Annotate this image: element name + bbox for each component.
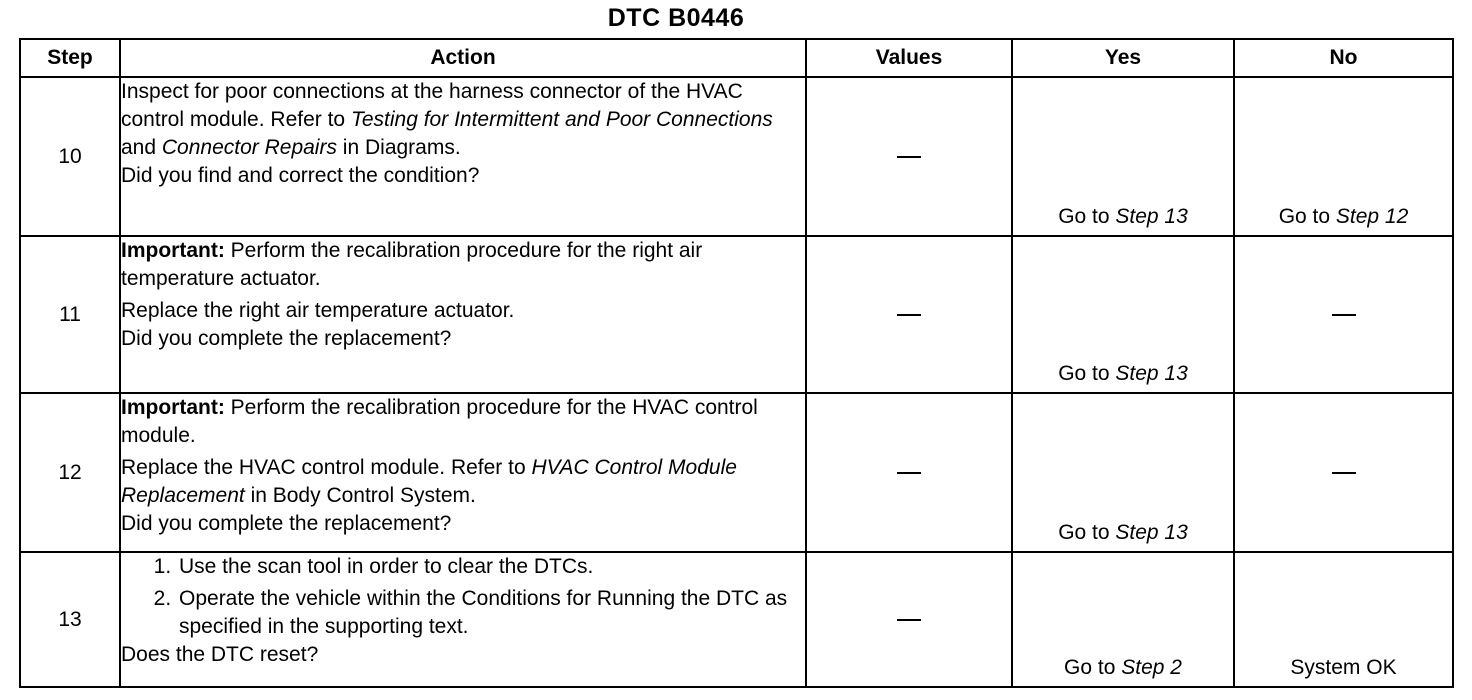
action-question: Did you complete the replacement? — [121, 512, 452, 535]
table-row — [20, 77, 1453, 236]
values-cell — [806, 77, 1012, 236]
no-cell — [1234, 236, 1453, 393]
dash-mark — [1332, 314, 1356, 316]
dash-mark — [897, 314, 921, 316]
reference-link: HVAC Control Module Replacement — [121, 456, 737, 507]
header-values: Values — [806, 39, 1012, 77]
values-cell — [806, 236, 1012, 393]
no-cell — [1234, 552, 1453, 687]
yes-goto: Go to Step 13 — [1058, 205, 1188, 228]
header-action: Action — [120, 39, 806, 77]
header-step: Step — [20, 39, 120, 77]
list-item: 1. Use the scan tool in order to clear the DTCs. — [177, 553, 805, 581]
list-item: 2. Operate the vehicle within the Conditions for Running the DTC as specified in the supporting text. — [177, 585, 805, 641]
step-number: 12 — [20, 393, 120, 552]
yes-goto: Go to Step 13 — [1058, 362, 1188, 385]
action-question: Does the DTC reset? — [121, 643, 319, 666]
action-instruction: Replace the HVAC control module. Refer to HVAC Control Module Replacement in Body Control System. — [121, 456, 737, 507]
yes-cell — [1012, 552, 1234, 687]
action-question: Did you complete the replacement? — [121, 327, 452, 350]
page-title: DTC B0446 — [607, 4, 745, 32]
important-note: Important: Perform the recalibration procedure for the HVAC control module. — [121, 396, 758, 447]
yes-goto: Go to Step 2 — [1064, 656, 1182, 679]
action-cell — [120, 236, 806, 393]
action-cell — [120, 77, 806, 236]
yes-cell — [1012, 77, 1234, 236]
table-row — [20, 393, 1453, 552]
dash-mark — [897, 619, 921, 621]
dash-mark — [1332, 472, 1356, 474]
reference-link: Testing for Intermittent and Poor Connections — [350, 108, 773, 131]
table-row — [20, 236, 1453, 393]
header-yes: Yes — [1012, 39, 1234, 77]
yes-cell — [1012, 236, 1234, 393]
no-result: System OK — [1290, 656, 1397, 679]
no-goto: Go to Step 12 — [1278, 205, 1409, 228]
header-no: No — [1234, 39, 1453, 77]
dash-mark — [897, 156, 921, 158]
action-instruction: Inspect for poor connections at the harness connector of the HVAC control module. Refer to Testing for Intermittent and Poor Connections and Connector Repairs in Diagrams. — [121, 80, 773, 159]
yes-cell — [1012, 393, 1234, 552]
action-cell — [120, 552, 806, 687]
dtc-table — [19, 38, 1454, 688]
table-row — [20, 552, 1453, 687]
yes-goto: Go to Step 13 — [1058, 521, 1188, 544]
reference-link: Connector Repairs — [161, 136, 337, 159]
no-cell — [1234, 77, 1453, 236]
no-cell — [1234, 393, 1453, 552]
action-instruction: Replace the right air temperature actuator. — [121, 299, 515, 322]
step-number: 11 — [20, 236, 120, 393]
important-note: Important: Perform the recalibration procedure for the right air temperature actuator. — [121, 239, 703, 290]
action-question: Did you find and correct the condition? — [121, 164, 480, 187]
action-cell — [120, 393, 806, 552]
step-number: 13 — [20, 552, 120, 687]
action-steps-list — [121, 553, 805, 641]
step-number: 10 — [20, 77, 120, 236]
values-cell — [806, 393, 1012, 552]
dash-mark — [897, 472, 921, 474]
table-header-row — [20, 39, 1453, 77]
values-cell — [806, 552, 1012, 687]
